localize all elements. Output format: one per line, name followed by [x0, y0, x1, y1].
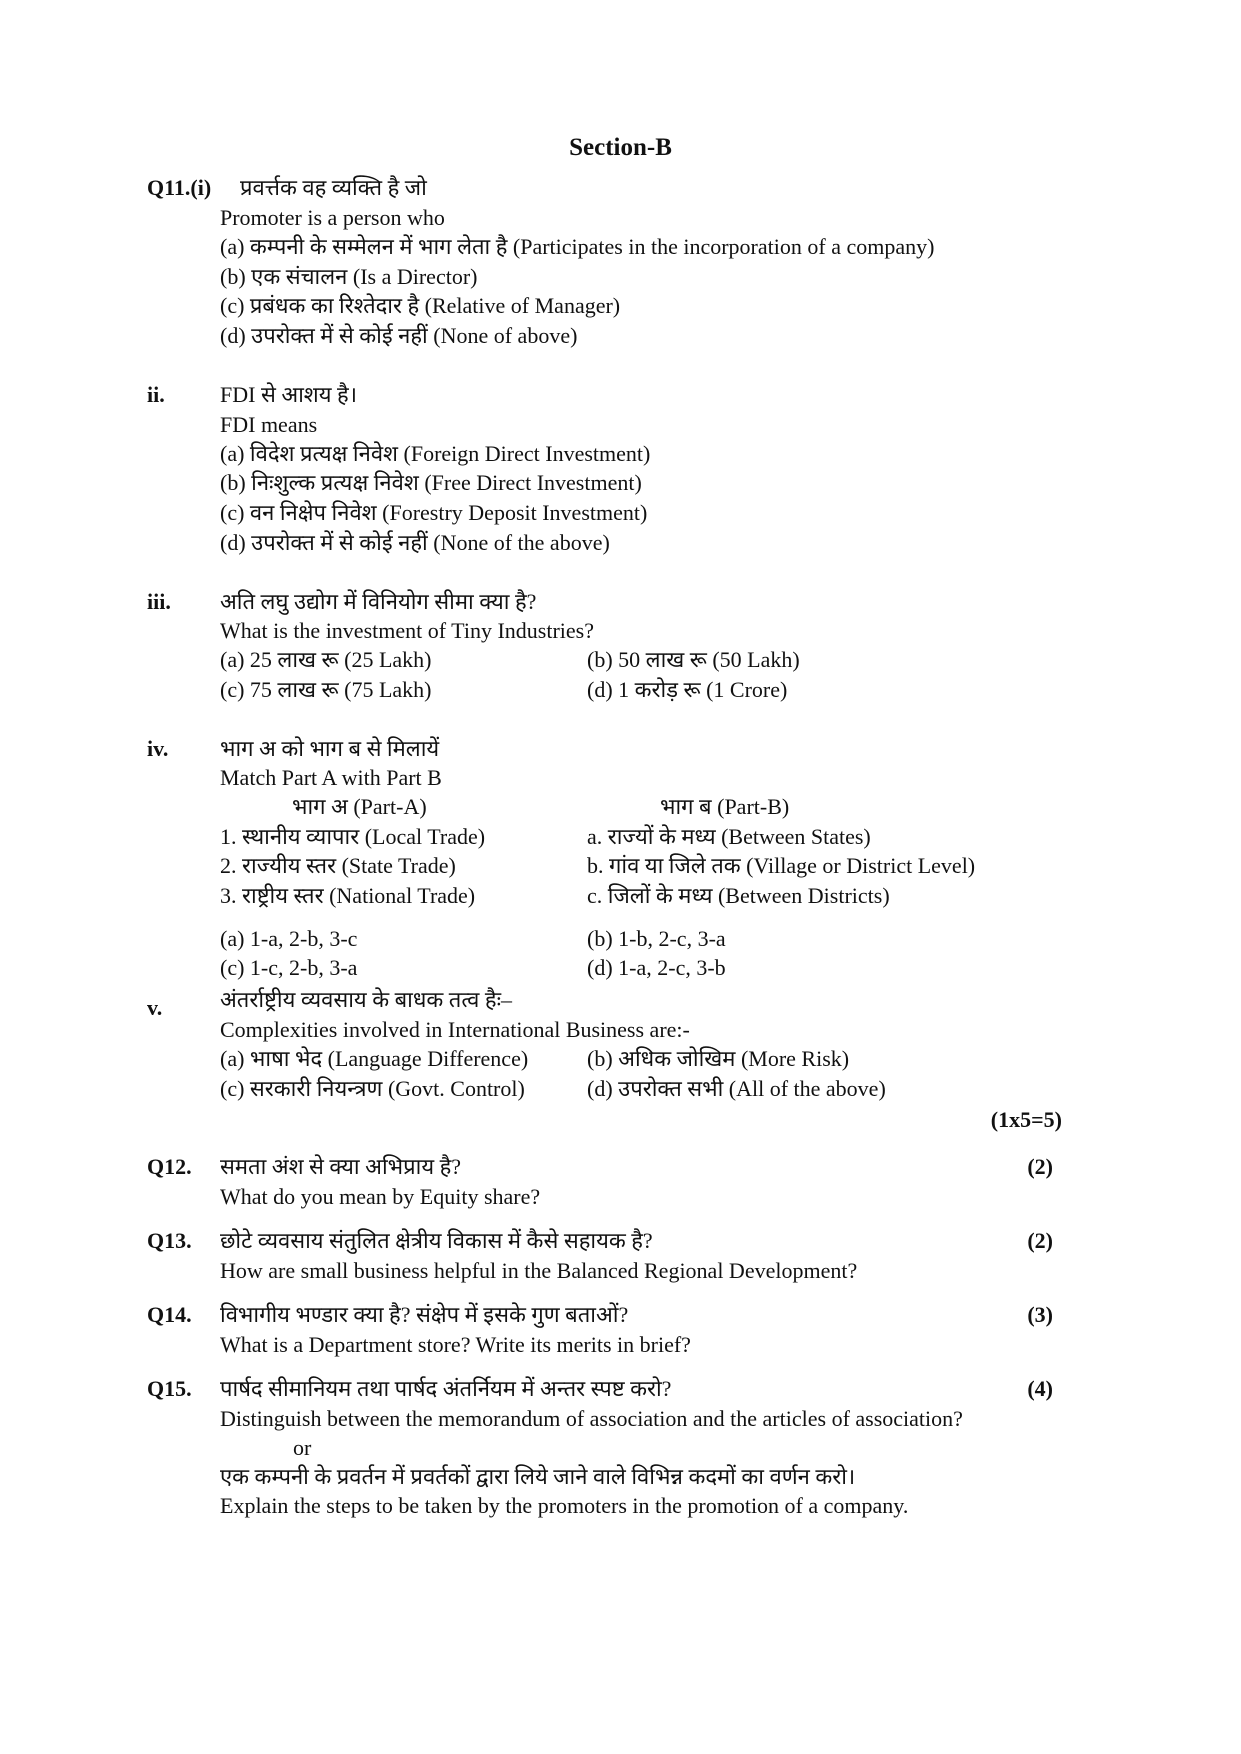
question-text-hindi: FDI से आशय है।: [220, 382, 358, 407]
marks: (4): [1027, 1376, 1053, 1401]
question-text-english: What do you mean by Equity share?: [220, 1184, 541, 1209]
question-text-english: FDI means: [220, 412, 318, 437]
question-number: Q13.: [147, 1228, 192, 1253]
question-text-english: How are small business helpful in the Balanced Regional Development?: [220, 1258, 858, 1283]
part-b-header: भाग ब (Part-B): [660, 794, 790, 819]
option-b: (b) एक संचालन (Is a Director): [220, 264, 478, 289]
option-d: (d) उपरोक्त सभी (All of the above): [587, 1076, 886, 1101]
option-d: (d) 1 करोड़ रू (1 Crore): [587, 677, 788, 702]
question-text-hindi: पार्षद सीमानियम तथा पार्षद अंतर्नियम में अन्तर स्पष्ट करो?: [220, 1376, 672, 1401]
question-text-english: Match Part A with Part B: [220, 765, 442, 790]
option-a: (a) 1-a, 2-b, 3-c: [220, 926, 358, 951]
option-d: (d) 1-a, 2-c, 3-b: [587, 955, 726, 980]
option-b: (b) 50 लाख रू (50 Lakh): [587, 647, 800, 672]
part-a-item: 2. राज्यीय स्तर (State Trade): [220, 853, 456, 878]
question-number: Q11.(i): [147, 175, 212, 200]
part-b-item: a. राज्यों के मध्य (Between States): [587, 824, 871, 849]
question-text-hindi: अंतर्राष्ट्रीय व्यवसाय के बाधक तत्व हैः–: [220, 987, 513, 1012]
question-text-hindi: विभागीय भण्डार क्या है? संक्षेप में इसके गुण बताओं?: [220, 1302, 629, 1327]
part-a-header: भाग अ (Part-A): [292, 794, 427, 819]
option-c: (c) 75 लाख रू (75 Lakh): [220, 677, 432, 702]
part-a-item: 1. स्थानीय व्यापार (Local Trade): [220, 824, 486, 849]
question-text-english: Distinguish between the memorandum of association and the articles of association?: [220, 1406, 963, 1431]
option-a: (a) विदेश प्रत्यक्ष निवेश (Foreign Direct Investment): [220, 441, 651, 466]
option-a: (a) कम्पनी के सम्मेलन में भाग लेता है (Participates in the incorporation of a company): [220, 234, 935, 259]
option-a: (a) 25 लाख रू (25 Lakh): [220, 647, 432, 672]
question-number: iii.: [147, 589, 171, 614]
question-text-english: Complexities involved in International Business are:-: [220, 1017, 690, 1042]
option-c: (c) सरकारी नियन्त्रण (Govt. Control): [220, 1076, 525, 1101]
question-number: ii.: [147, 382, 165, 407]
question-text-hindi: छोटे व्यवसाय संतुलित क्षेत्रीय विकास में कैसे सहायक है?: [220, 1228, 653, 1253]
option-d: (d) उपरोक्त में से कोई नहीं (None of the above): [220, 530, 610, 555]
question-number: v.: [147, 995, 163, 1020]
section-title: Section-B: [569, 134, 672, 161]
option-b: (b) निःशुल्क प्रत्यक्ष निवेश (Free Direct Investment): [220, 470, 642, 495]
question-number: iv.: [147, 736, 169, 761]
part-a-item: 3. राष्ट्रीय स्तर (National Trade): [220, 883, 476, 908]
part-b-item: c. जिलों के मध्य (Between Districts): [587, 883, 890, 908]
option-b: (b) 1-b, 2-c, 3-a: [587, 926, 726, 951]
question-text-hindi: समता अंश से क्या अभिप्राय है?: [220, 1154, 462, 1179]
question-alt-text-english: Explain the steps to be taken by the promoters in the promotion of a company.: [220, 1493, 909, 1518]
or-separator: or: [293, 1435, 312, 1460]
marks: (2): [1027, 1228, 1053, 1253]
question-text-english: What is the investment of Tiny Industries?: [220, 618, 594, 643]
marks: (2): [1027, 1154, 1053, 1179]
option-c: (c) प्रबंधक का रिश्तेदार है (Relative of Manager): [220, 293, 621, 318]
question-number: Q14.: [147, 1302, 192, 1327]
question-number: Q15.: [147, 1376, 192, 1401]
option-a: (a) भाषा भेद (Language Difference): [220, 1046, 529, 1071]
option-c: (c) 1-c, 2-b, 3-a: [220, 955, 358, 980]
question-text-hindi: प्रवर्त्तक वह व्यक्ति है जो: [240, 175, 427, 200]
question-text-hindi: भाग अ को भाग ब से मिलायें: [220, 736, 440, 761]
option-d: (d) उपरोक्त में से कोई नहीं (None of above): [220, 323, 578, 348]
question-text-english: What is a Department store? Write its merits in brief?: [220, 1332, 691, 1357]
marks: (1x5=5): [990, 1107, 1062, 1132]
option-b: (b) अधिक जोखिम (More Risk): [587, 1046, 850, 1071]
question-number: Q12.: [147, 1154, 192, 1179]
question-text-english: Promoter is a person who: [220, 205, 445, 230]
option-c: (c) वन निक्षेप निवेश (Forestry Deposit Investment): [220, 500, 648, 525]
question-alt-text-hindi: एक कम्पनी के प्रवर्तन में प्रवर्तकों द्वारा लिये जाने वाले विभिन्न कदमों का वर्णन करो।: [220, 1464, 856, 1489]
question-text-hindi: अति लघु उद्योग में विनियोग सीमा क्या है?: [220, 589, 537, 614]
marks: (3): [1027, 1302, 1053, 1327]
part-b-item: b. गांव या जिले तक (Village or District Level): [587, 853, 976, 878]
